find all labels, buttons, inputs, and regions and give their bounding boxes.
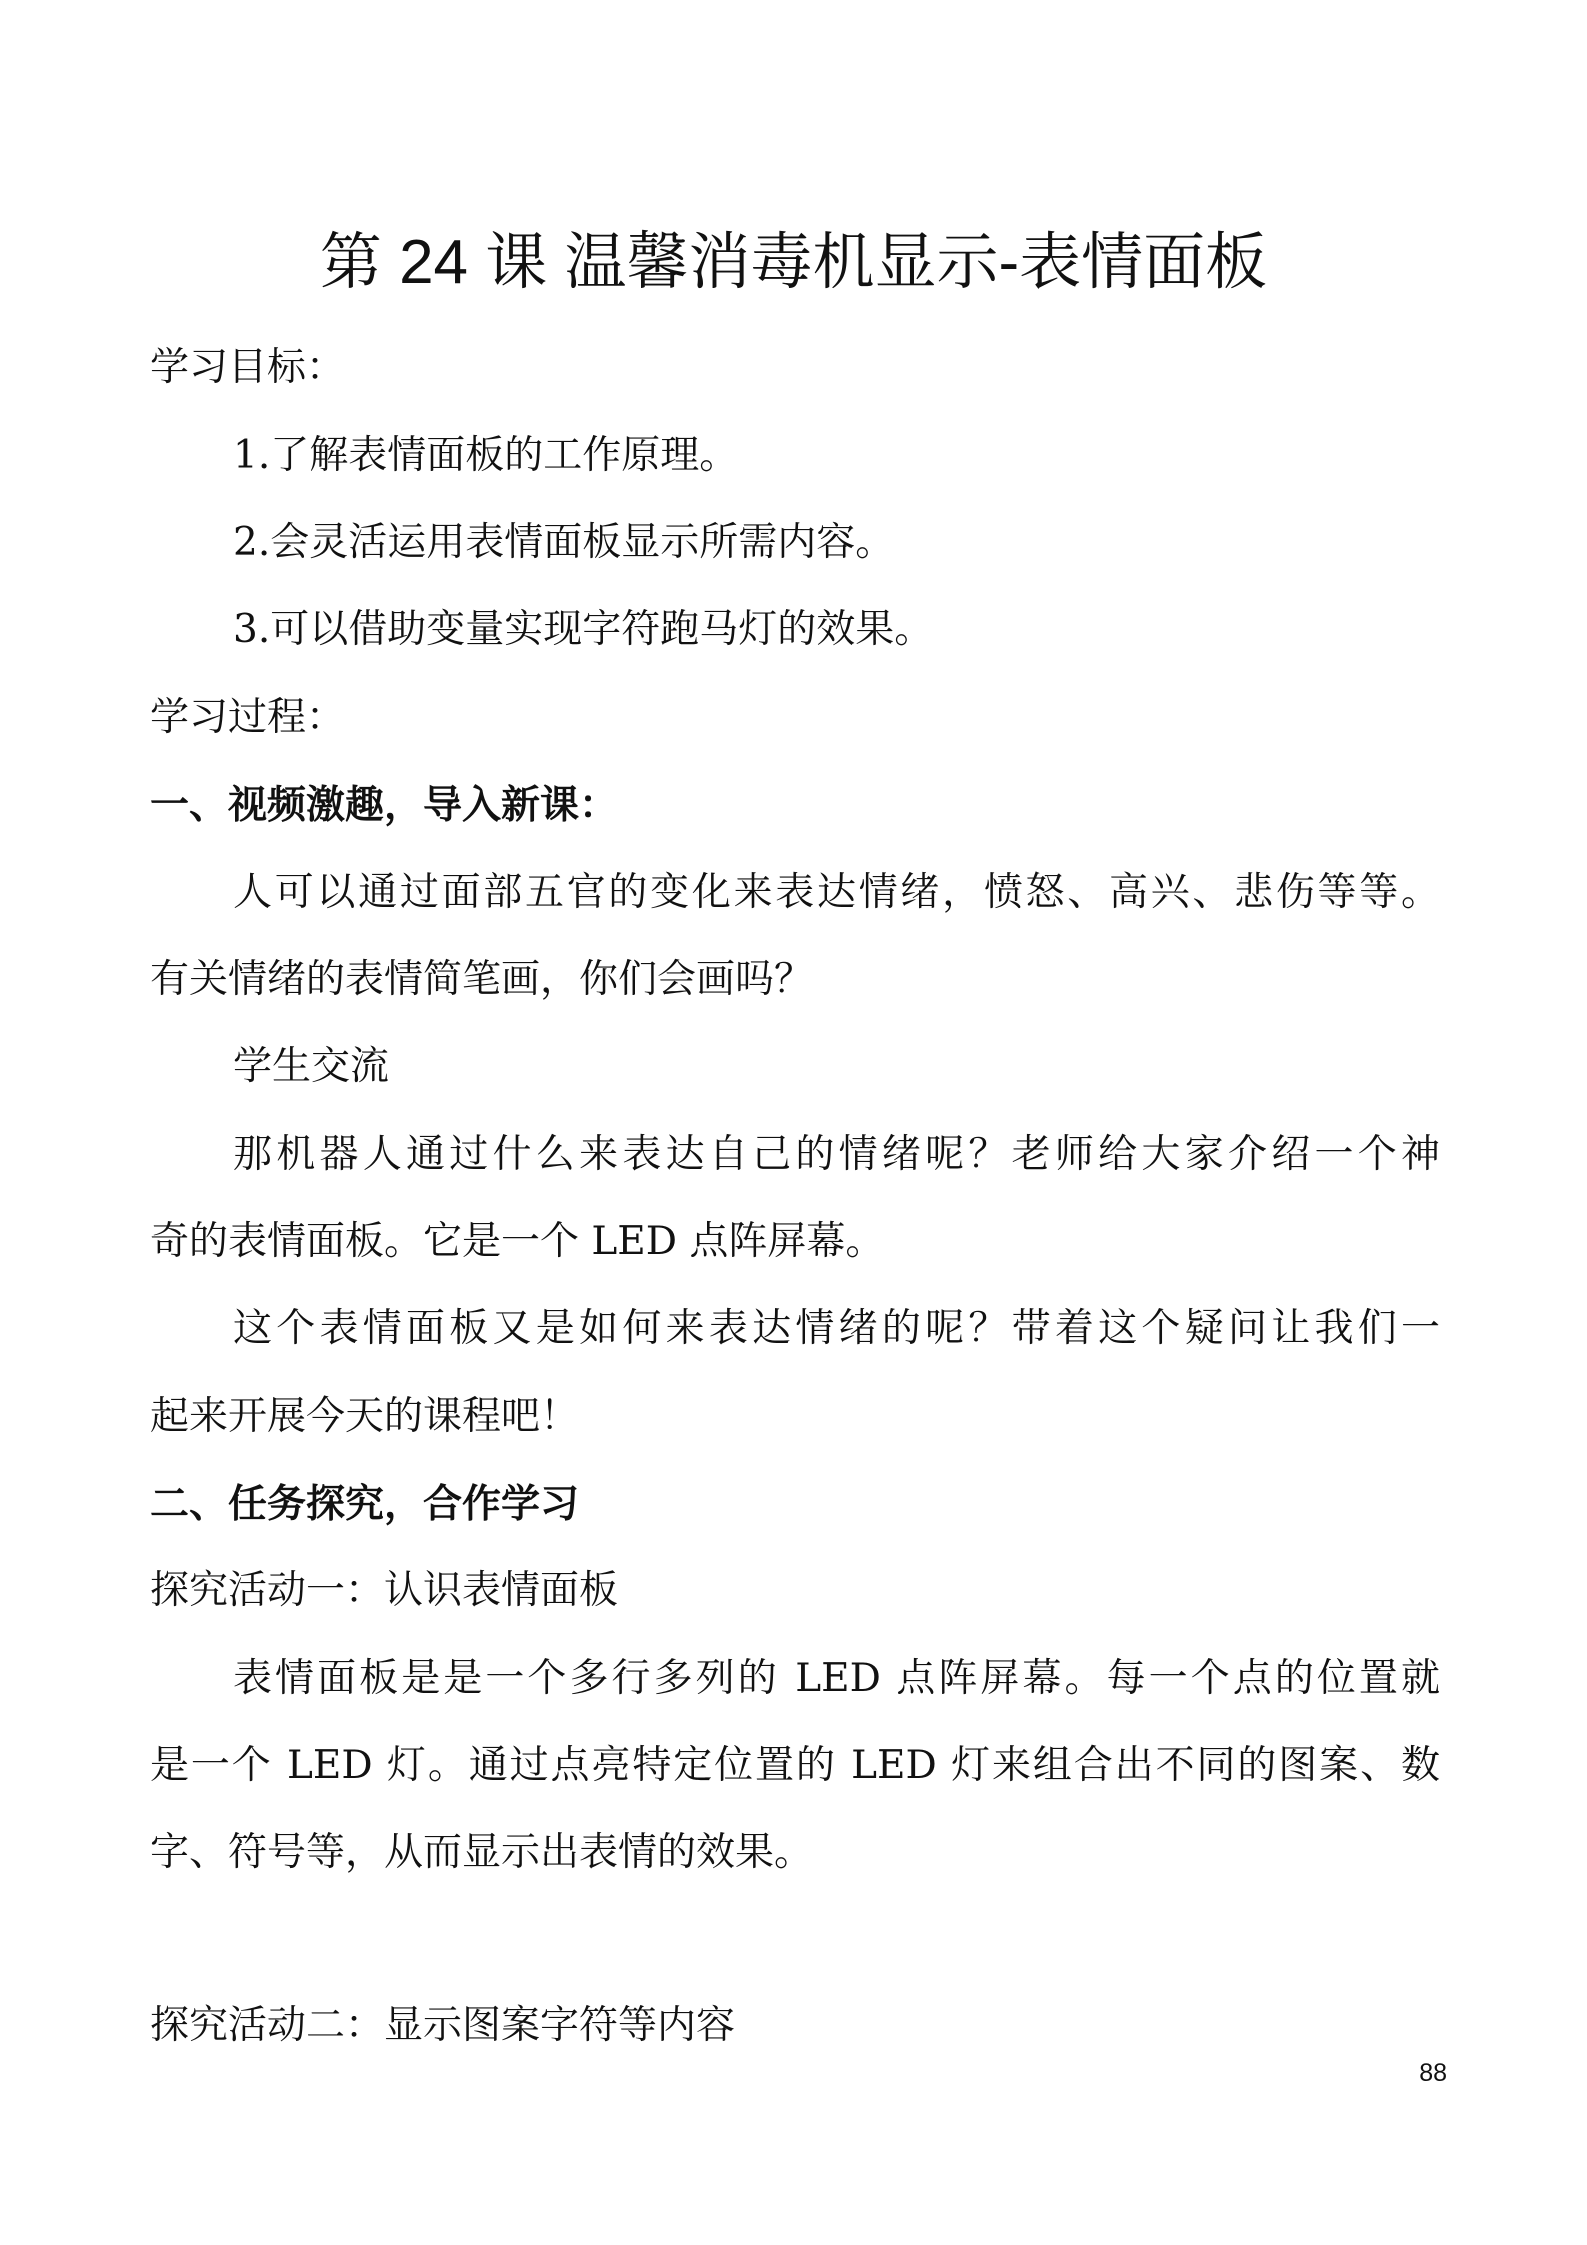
section1-para2: 学生交流 (233, 1044, 390, 1089)
section2-heading: 二、任务探究，合作学习 (150, 1481, 580, 1527)
section1-para3-line1: 那机器人通过什么来表达自己的情绪呢？老师给大家介绍一个神 (233, 1132, 1440, 1177)
page-number: 88 (1419, 2059, 1447, 2087)
activity1-line2: 是一个 LED 灯。通过点亮特定位置的 LED 灯来组合出不同的图案、数 (150, 1743, 1440, 1788)
activity1-line3: 字、符号等，从而显示出表情的效果。 (150, 1830, 814, 1875)
activity1-heading: 探究活动一：认识表情面板 (150, 1568, 619, 1613)
goal-item-3: 3.可以借助变量实现字符跑马灯的效果。 (233, 607, 934, 652)
section1-para1-line2: 有关情绪的表情简笔画，你们会画吗？ (150, 957, 814, 1002)
goal-item-2: 2.会灵活运用表情面板显示所需内容。 (233, 520, 895, 565)
section1-para4-line2: 起来开展今天的课程吧！ (150, 1394, 580, 1439)
activity2-heading: 探究活动二：显示图案字符等内容 (150, 2003, 736, 2048)
goals-heading: 学习目标： (150, 345, 346, 390)
lesson-title: 第 24 课 温馨消毒机显示-表情面板 (319, 228, 1268, 297)
section1-para1-line1: 人可以通过面部五官的变化来表达情绪，愤怒、高兴、悲伤等等。 (233, 870, 1440, 915)
goal-item-1: 1.了解表情面板的工作原理。 (233, 433, 739, 478)
process-heading: 学习过程： (150, 695, 346, 740)
section1-heading: 一、视频激趣，导入新课： (150, 782, 619, 828)
section1-para3-line2: 奇的表情面板。它是一个 LED 点阵屏幕。 (150, 1219, 885, 1264)
section1-para4-line1: 这个表情面板又是如何来表达情绪的呢？带着这个疑问让我们一 (233, 1306, 1440, 1351)
activity1-line1: 表情面板是是一个多行多列的 LED 点阵屏幕。每一个点的位置就 (233, 1656, 1440, 1701)
